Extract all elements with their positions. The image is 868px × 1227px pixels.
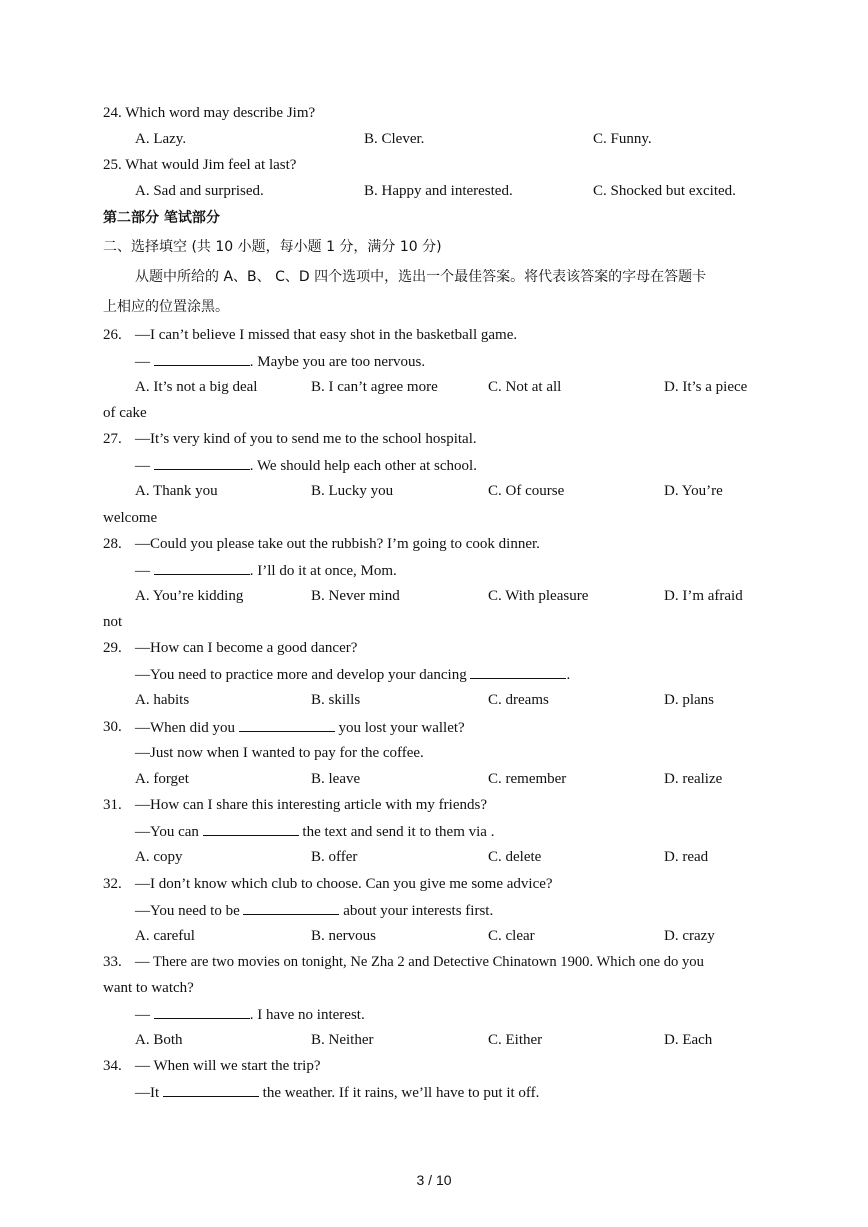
question-27-option-d-wrap: welcome <box>103 510 158 526</box>
question-34-line-2: —It the weather. If it rains, we’ll have to put it off. <box>135 1082 539 1103</box>
answer-blank <box>203 821 299 836</box>
question-26-line-1: —I can’t believe I missed that easy shot in the basketball game. <box>135 327 518 343</box>
question-24-stem: 24. Which word may describe Jim? <box>103 105 316 121</box>
question-28-option-d-wrap: not <box>103 614 123 630</box>
question-33-line-1: — There are two movies on tonight, Ne Zha 2 and Detective Chinatown 1900. Which one do you <box>135 954 704 970</box>
question-33-line-1-wrap: want to watch? <box>103 980 194 996</box>
question-29-number: 29. <box>103 640 122 656</box>
question-31-option-c: C. delete <box>488 849 542 865</box>
question-28-option-d: D. I’m afraid <box>664 588 743 604</box>
question-31-line-2: —You can the text and send it to them via . <box>135 821 494 842</box>
question-30-option-c: C. remember <box>488 771 567 787</box>
question-30-option-a: A. forget <box>135 771 189 787</box>
question-25-stem: 25. What would Jim feel at last? <box>103 157 297 173</box>
question-32-number: 32. <box>103 876 122 892</box>
question-34-number: 34. <box>103 1058 122 1074</box>
question-29-option-d: D. plans <box>664 692 714 708</box>
question-30-line-1: —When did you you lost your wallet? <box>135 717 465 738</box>
question-28-option-a: A. You’re kidding <box>135 588 244 604</box>
question-25-option-c: C. Shocked but excited. <box>593 183 736 199</box>
question-30-option-b: B. leave <box>311 771 361 787</box>
question-27-number: 27. <box>103 431 122 447</box>
question-33-option-b: B. Neither <box>311 1032 374 1048</box>
question-29-line-2: —You need to practice more and develop your dancing . <box>135 664 570 685</box>
page-number: 3 / 10 <box>416 1172 452 1188</box>
question-25-option-b: B. Happy and interested. <box>364 183 513 199</box>
question-31-option-a: A. copy <box>135 849 183 865</box>
question-32-option-b: B. nervous <box>311 928 376 944</box>
question-32-option-c: C. clear <box>488 928 535 944</box>
question-24-option-a: A. Lazy. <box>135 131 187 147</box>
question-31-option-b: B. offer <box>311 849 358 865</box>
question-29-line-1: —How can I become a good dancer? <box>135 640 358 656</box>
section-two-title: 二、选择填空 (共 10 小题，每小题 1 分，满分 10 分) <box>103 239 442 255</box>
question-25-option-a: A. Sad and surprised. <box>135 183 264 199</box>
question-28-line-2: — . I’ll do it at once, Mom. <box>135 560 397 581</box>
question-32-line-2: —You need to be about your interests first. <box>135 900 493 921</box>
answer-blank <box>154 351 250 366</box>
question-26-option-a: A. It’s not a big deal <box>135 379 258 395</box>
question-28-number: 28. <box>103 536 122 552</box>
question-30-number: 30. <box>103 719 122 735</box>
question-32-option-d: D. crazy <box>664 928 715 944</box>
question-31-line-1: —How can I share this interesting article with my friends? <box>135 797 487 813</box>
question-28-option-c: C. With pleasure <box>488 588 589 604</box>
question-26-number: 26. <box>103 327 122 343</box>
question-33-option-a: A. Both <box>135 1032 183 1048</box>
question-33-option-c: C. Either <box>488 1032 543 1048</box>
question-29-option-a: A. habits <box>135 692 190 708</box>
question-28-option-b: B. Never mind <box>311 588 400 604</box>
answer-blank <box>154 560 250 575</box>
answer-blank <box>243 900 339 915</box>
question-32-option-a: A. careful <box>135 928 195 944</box>
question-24-option-c: C. Funny. <box>593 131 652 147</box>
answer-blank <box>154 455 250 470</box>
part-two-title: 第二部分 笔试部分 <box>103 210 220 226</box>
question-29-option-c: C. dreams <box>488 692 549 708</box>
question-29-option-b: B. skills <box>311 692 361 708</box>
answer-blank <box>239 717 335 732</box>
question-33-option-d: D. Each <box>664 1032 713 1048</box>
question-30-option-d: D. realize <box>664 771 723 787</box>
question-30-line-2: —Just now when I wanted to pay for the coffee. <box>135 745 424 761</box>
question-26-option-c: C. Not at all <box>488 379 562 395</box>
question-34-line-1: — When will we start the trip? <box>135 1058 321 1074</box>
question-33-line-2: — . I have no interest. <box>135 1004 365 1025</box>
question-27-line-2: — . We should help each other at school. <box>135 455 477 476</box>
answer-blank <box>470 664 566 679</box>
question-27-option-c: C. Of course <box>488 483 565 499</box>
instructions-line-1: 从题中所给的 A、B、 C、D 四个选项中，选出一个最佳答案。将代表该答案的字母在答题卡 <box>135 269 707 285</box>
question-27-option-b: B. Lucky you <box>311 483 394 499</box>
answer-blank <box>154 1004 250 1019</box>
question-26-option-d: D. It’s a piece <box>664 379 748 395</box>
question-26-line-2: — . Maybe you are too nervous. <box>135 351 425 372</box>
question-27-option-d: D. You’re <box>664 483 723 499</box>
instructions-line-2: 上相应的位置涂黑。 <box>103 299 229 315</box>
question-27-line-1: —It’s very kind of you to send me to the school hospital. <box>135 431 477 447</box>
answer-blank <box>163 1082 259 1097</box>
question-28-line-1: —Could you please take out the rubbish? I’m going to cook dinner. <box>135 536 540 552</box>
question-26-option-d-wrap: of cake <box>103 405 147 421</box>
question-32-line-1: —I don’t know which club to choose. Can you give me some advice? <box>135 876 553 892</box>
question-31-number: 31. <box>103 797 122 813</box>
question-27-option-a: A. Thank you <box>135 483 218 499</box>
question-26-option-b: B. I can’t agree more <box>311 379 438 395</box>
question-24-option-b: B. Clever. <box>364 131 425 147</box>
question-31-option-d: D. read <box>664 849 709 865</box>
question-33-number: 33. <box>103 954 122 970</box>
